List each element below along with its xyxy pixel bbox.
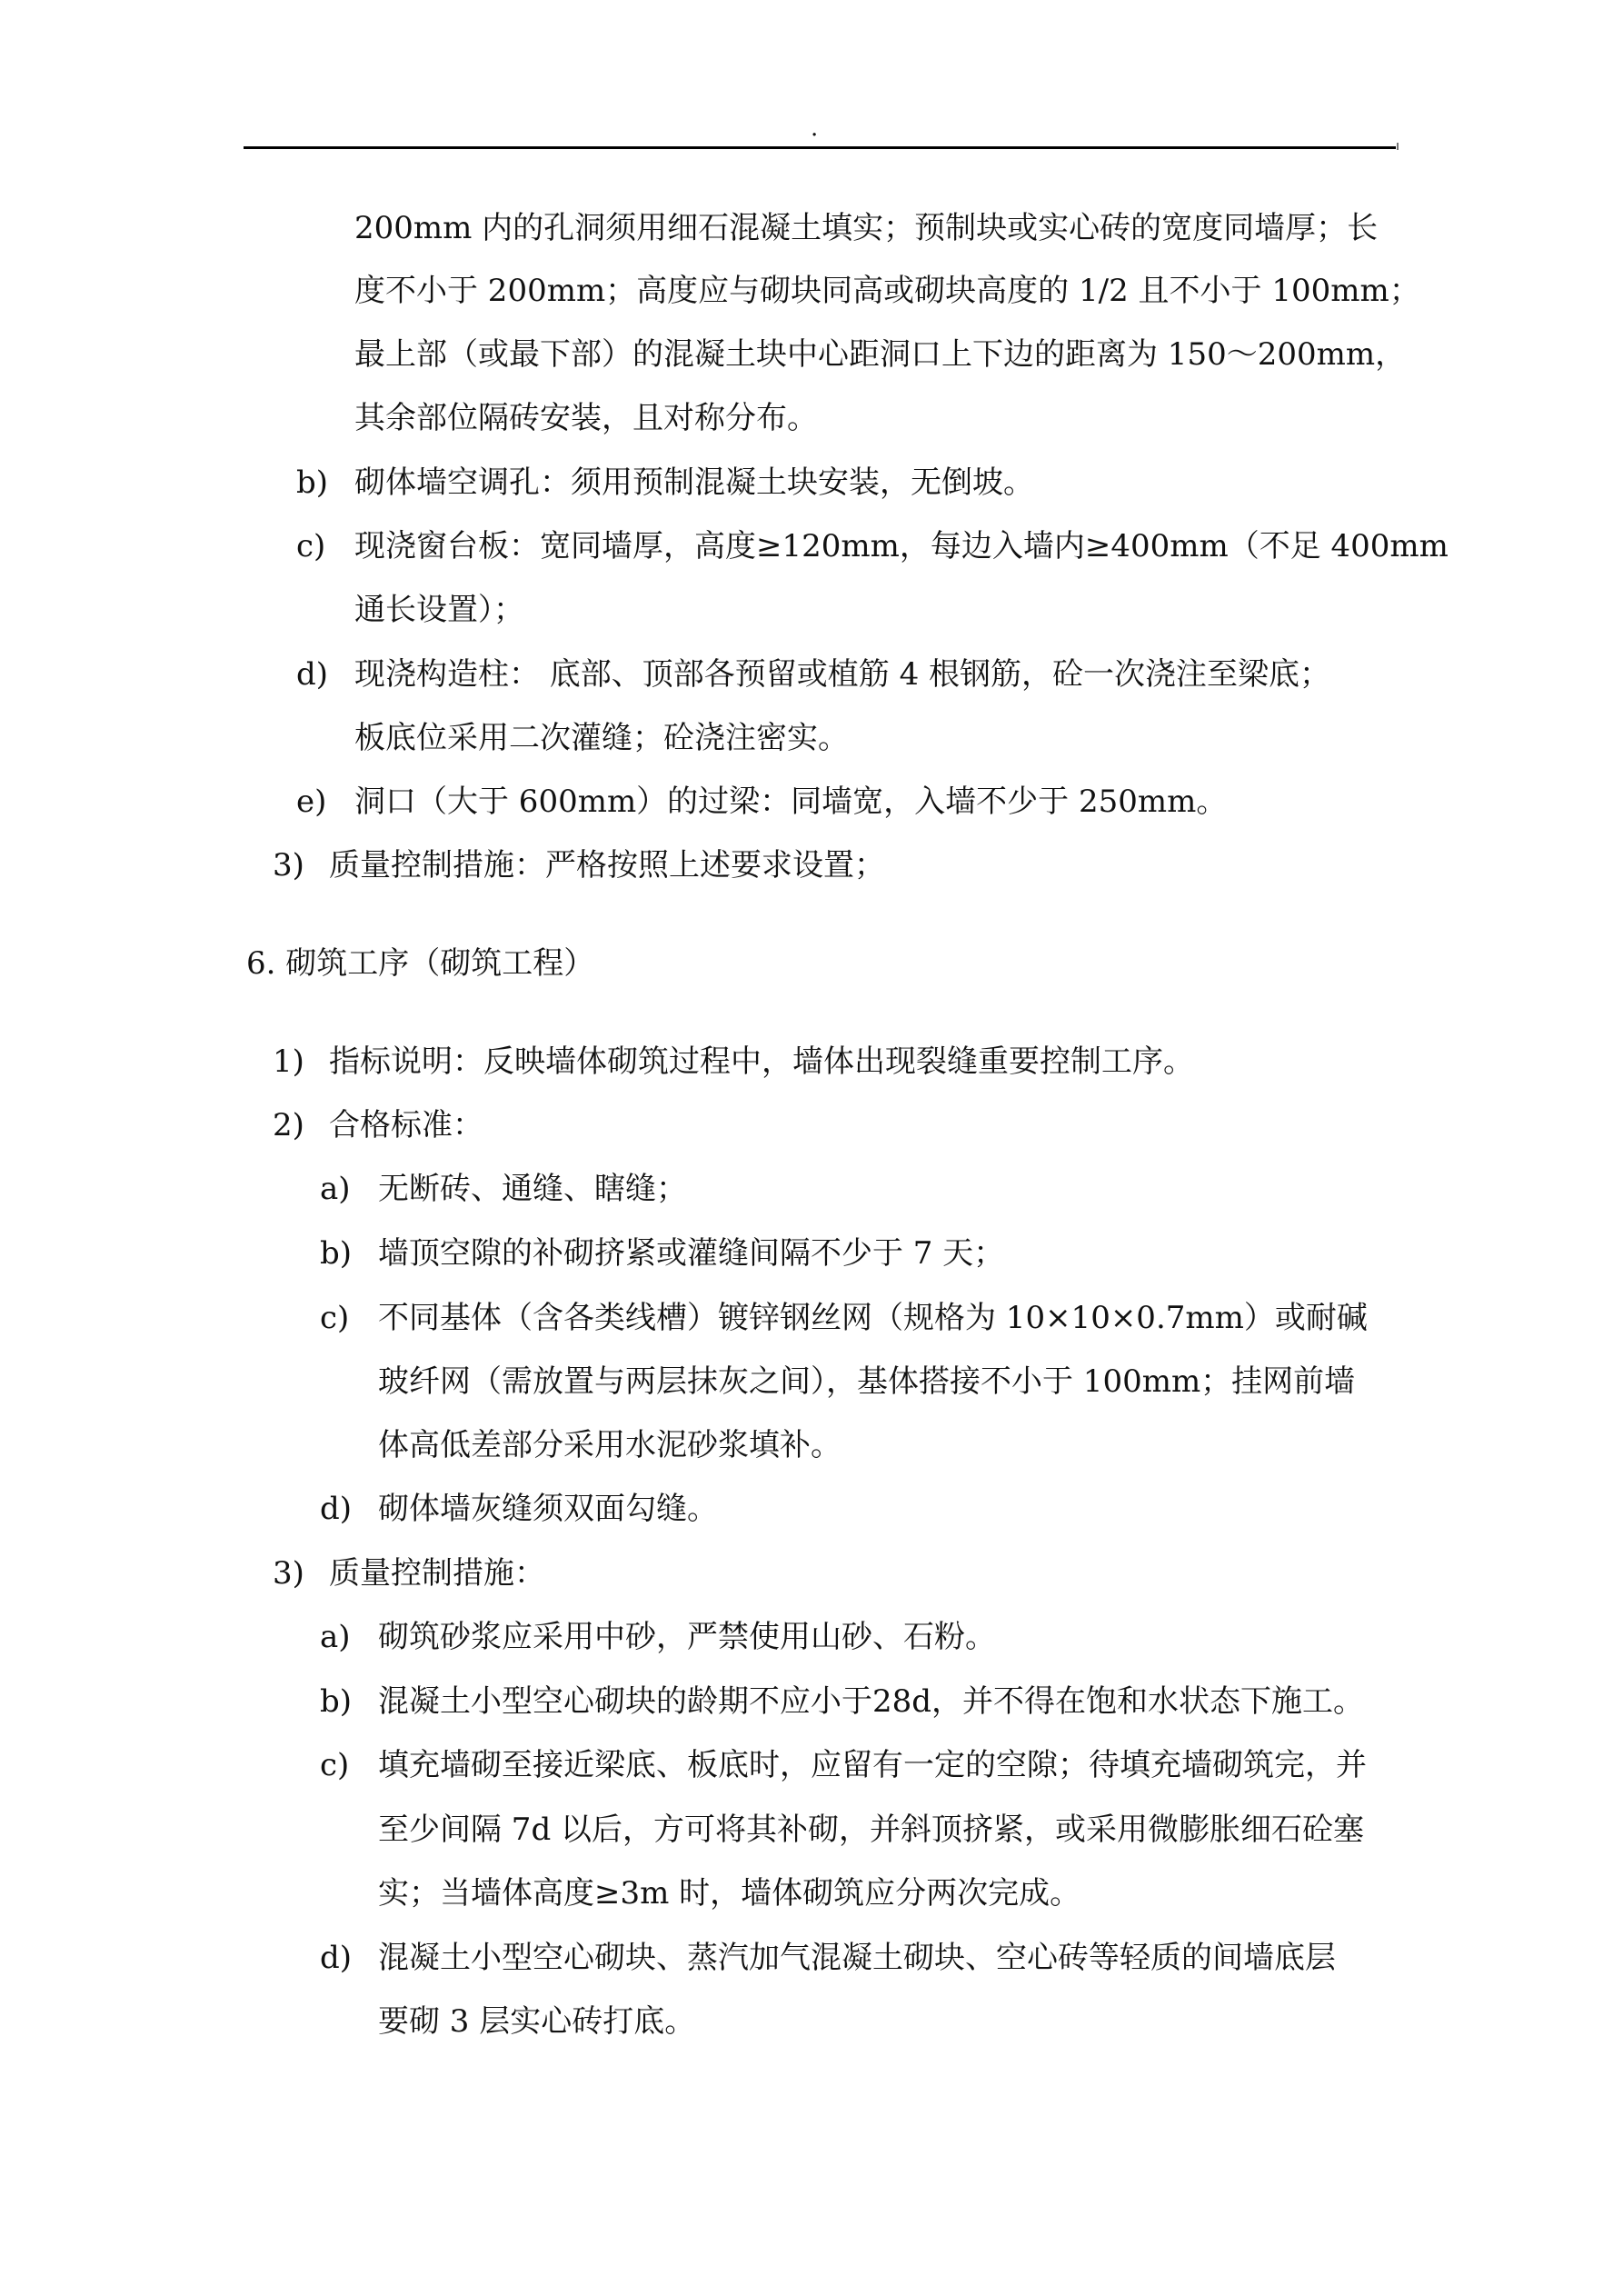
list-item-text: 无断砖、通缝、瞎缝；: [378, 1171, 687, 1207]
numbered-item-label: 3): [273, 1555, 304, 1592]
list-item-text: 要砌 3 层实心砖打底。: [378, 2003, 696, 2040]
list-item-text: 砌体墙空调孔：须用预制混凝土块安装，无倒坡。: [354, 464, 1034, 501]
list-item-label: b): [296, 464, 329, 501]
numbered-item-text: 指标说明：反映墙体砌筑过程中，墙体出现裂缝重要控制工序。: [329, 1043, 1194, 1080]
list-item-text: 玻纤网（需放置与两层抹灰之间），基体搭接不小于 100mm；挂网前墙: [378, 1363, 1356, 1400]
text-line: 最上部（或最下部）的混凝土块中心距洞口上下边的距离为 150～200mm，: [354, 336, 1407, 373]
list-item-label: d): [320, 1940, 353, 1976]
numbered-item-text: 质量控制措施：严格按照上述要求设置；: [329, 847, 885, 883]
list-item-text: 至少间隔 7d 以后，方可将其补砌，并斜顶挤紧，或采用微膨胀细石砼塞: [378, 1812, 1365, 1848]
list-item-label: d): [320, 1491, 353, 1527]
list-item-text: 洞口（大于 600mm）的过梁：同墙宽，入墙不少于 250mm。: [354, 784, 1228, 820]
list-item-text: 通长设置）；: [354, 592, 524, 628]
header-rule-end-mark: [1397, 143, 1399, 150]
numbered-item-text: 质量控制措施：: [329, 1555, 545, 1592]
list-item-text: 实；当墙体高度≥3m 时，墙体砌筑应分两次完成。: [378, 1875, 1081, 1912]
list-item-label: b): [320, 1235, 353, 1272]
list-item-text: 不同基体（含各类线槽）镀锌钢丝网（规格为 10×10×0.7mm）或耐碱: [378, 1300, 1368, 1336]
numbered-item-label: 3): [273, 847, 304, 883]
list-item-label: a): [320, 1619, 351, 1655]
header-mark: .: [811, 115, 819, 142]
list-item-label: c): [320, 1747, 350, 1783]
list-item-label: e): [296, 784, 327, 820]
list-item-label: b): [320, 1683, 353, 1720]
list-item-text: 现浇构造柱： 底部、顶部各预留或植筋 4 根钢筋，砼一次浇注至梁底；: [354, 656, 1331, 693]
text-line: 度不小于 200mm；高度应与砌块同高或砌块高度的 1/2 且不小于 100mm；: [354, 273, 1420, 309]
list-item-text: 混凝土小型空心砌块、蒸汽加气混凝土砌块、空心砖等轻质的间墙底层: [378, 1940, 1336, 1976]
list-item-text: 墙顶空隙的补砌挤紧或灌缝间隔不少于 7 天；: [378, 1235, 1005, 1272]
header-rule: [244, 146, 1396, 149]
section-heading: 6. 砌筑工序（砌筑工程）: [246, 945, 595, 982]
list-item-label: c): [320, 1300, 350, 1336]
numbered-item-label: 2): [273, 1107, 304, 1143]
list-item-text: 混凝土小型空心砌块的龄期不应小于28d，并不得在饱和水状态下施工。: [378, 1683, 1365, 1720]
list-item-text: 板底位采用二次灌缝；砼浇注密实。: [354, 720, 849, 756]
list-item-text: 砌体墙灰缝须双面勾缝。: [378, 1491, 718, 1527]
list-item-label: c): [296, 528, 326, 564]
list-item-text: 现浇窗台板：宽同墙厚，高度≥120mm，每边入墙内≥400mm（不足 400mm: [354, 528, 1449, 564]
numbered-item-text: 合格标准：: [329, 1107, 483, 1143]
list-item-label: d): [296, 656, 329, 693]
list-item-text: 砌筑砂浆应采用中砂，严禁使用山砂、石粉。: [378, 1619, 996, 1655]
list-item-label: a): [320, 1171, 351, 1207]
text-line: 其余部位隔砖安装，且对称分布。: [354, 400, 818, 436]
text-line: 200mm 内的孔洞须用细石混凝土填实；预制块或实心砖的宽度同墙厚；长: [354, 210, 1379, 246]
numbered-item-label: 1): [273, 1043, 304, 1080]
list-item-text: 体高低差部分采用水泥砂浆填补。: [378, 1427, 841, 1463]
list-item-text: 填充墙砌至接近梁底、板底时，应留有一定的空隙；待填充墙砌筑完，并: [378, 1747, 1367, 1783]
